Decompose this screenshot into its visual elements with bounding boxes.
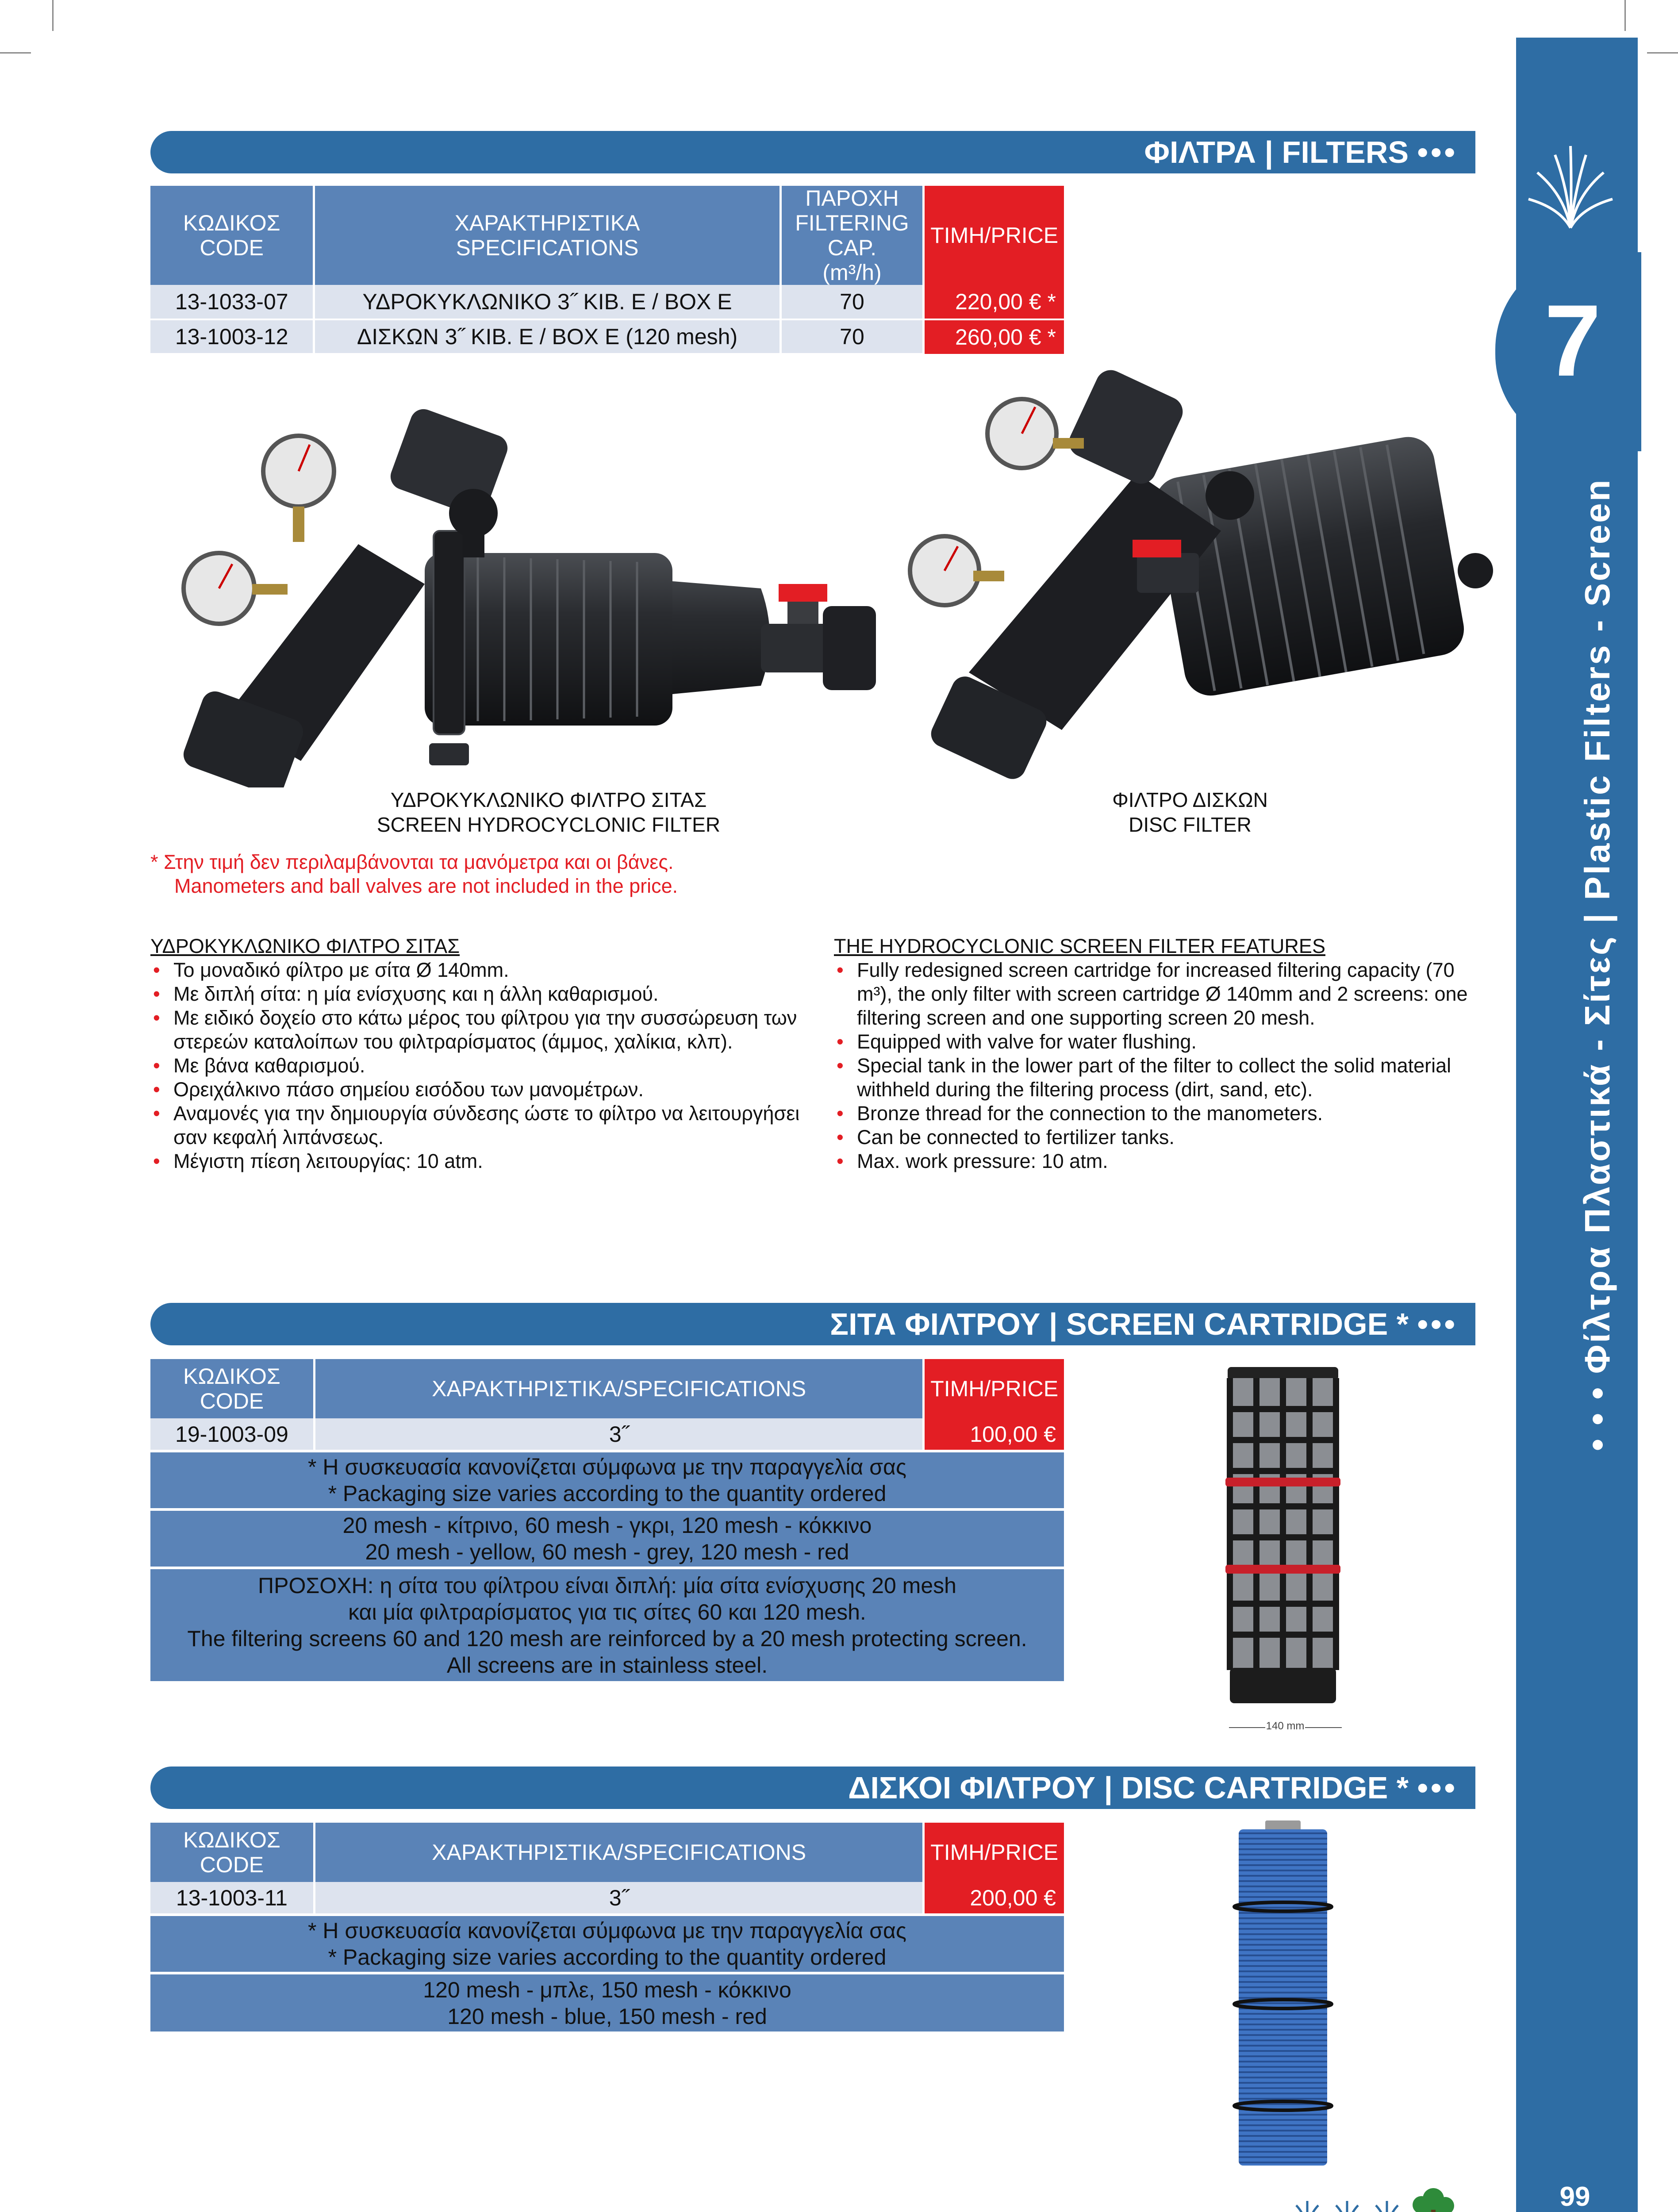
list-item: • Το μοναδικό φίλτρο με σίτα Ø 140mm. — [173, 958, 805, 982]
features-greek — [150, 934, 805, 1173]
screen-cartridge-image — [1208, 1360, 1358, 1714]
header-specs: ΧΑΡΑΚΤΗΡΙΣΤΙΚΑ/SPECIFICATIONS — [314, 1823, 923, 1882]
header-code: ΚΩΔΙΚΟΣ CODE — [150, 186, 314, 285]
filters-table — [150, 186, 1064, 355]
section-title: ΔΙΣΚΟΙ ΦΙΛΤΡΟΥ | DISC CARTRIDGE * — [848, 1770, 1409, 1805]
section-bar-filters — [150, 131, 1475, 173]
features-english — [834, 934, 1480, 1173]
chapter-number: 7 — [1544, 284, 1601, 397]
table-note-row: 20 mesh - κίτρινο, 60 mesh - γκρι, 120 mesh - κόκκινο 20 mesh - yellow, 60 mesh - grey, 120 mesh - red — [150, 1509, 1064, 1568]
crop-mark — [1624, 0, 1626, 31]
water-splash-icon — [1520, 142, 1621, 230]
list-item: • Special tank in the lower part of the filter to collect the solid material withheld during the filtering process (dirt, sand, etc). — [857, 1054, 1480, 1102]
header-price: ΤΙΜΗ/PRICE — [924, 186, 1064, 285]
table-row: 13-1003-11 3˝ 200,00 € — [150, 1882, 1064, 1915]
screen-cartridge-table — [150, 1359, 1064, 1681]
section-bar-screen-cartridge — [150, 1303, 1475, 1345]
dimension-label: 140 mm — [1266, 1720, 1305, 1732]
list-item: • Max. work pressure: 10 atm. — [857, 1149, 1480, 1173]
price-note: * Στην τιμή δεν περιλαμβάνονται τα μανόμετρα και οι βάνες. Manometers and ball valves are not included in the price. — [150, 851, 678, 897]
list-item: • Equipped with valve for water flushing. — [857, 1030, 1480, 1054]
table-row: 13-1033-07 ΥΔΡΟΚΥΚΛΩΝΙΚΟ 3˝ ΚΙΒ. Ε / BOX E 70 220,00 € * — [150, 285, 1064, 319]
header-price: ΤΙΜΗ/PRICE — [924, 1359, 1064, 1418]
header-specs: ΧΑΡΑΚΤΗΡΙΣΤΙΚΑ/SPECIFICATIONS — [314, 1359, 923, 1418]
table-note-row: * Η συσκευασία κανονίζεται σύμφωνα με την παραγγελία σας * Packaging size varies according to the quantity ordered — [150, 1915, 1064, 1973]
list-item: • Με διπλή σίτα: η μία ενίσχυσης και η άλλη καθαρισμού. — [173, 982, 805, 1006]
crop-mark — [1647, 52, 1678, 54]
screen-filter-image — [150, 398, 894, 787]
features-title: THE HYDROCYCLONIC SCREEN FILTER FEATURES — [834, 935, 1325, 957]
table-note-row: 120 mesh - μπλε, 150 mesh - κόκκινο 120 mesh - blue, 150 mesh - red — [150, 1973, 1064, 2032]
list-item: • Fully redesigned screen cartridge for increased filtering capacity (70 m³), the only filter with screen cartridge Ø 140mm and 2 screens: one filtering screen and one supporting screen 20 mesh. — [857, 958, 1480, 1030]
section-title: ΦΙΛΤΡΑ | FILTERS — [1144, 135, 1409, 169]
list-item: • Μέγιστη πίεση λειτουργίας: 10 atm. — [173, 1149, 805, 1173]
section-bar-disc-cartridge — [150, 1767, 1475, 1809]
table-row: 13-1003-12 ΔΙΣΚΩΝ 3˝ ΚΙΒ. Ε / BOX E (120 mesh) 70 260,00 € * — [150, 319, 1064, 354]
tree-logo-icon — [1281, 2185, 1467, 2212]
table-note-row: ΠΡΟΣΟΧΗ: η σίτα του φίλτρου είναι διπλή: μία σίτα ενίσχυσης 20 mesh και μία φιλτραρίσματος για τις σίτες 60 και 120 mesh. The filtering screens 60 and 120 mesh are reinforced by a 20 mesh protecting screen. All screens are in stainless steel. — [150, 1568, 1064, 1681]
disc-cartridge-table — [150, 1823, 1064, 2032]
header-code: ΚΩΔΙΚΟΣ CODE — [150, 1823, 314, 1882]
header-price: ΤΙΜΗ/PRICE — [924, 1823, 1064, 1882]
list-item: • Αναμονές για την δημιουργία σύνδεσης ώστε το φίλτρο να λειτουργήσει σαν κεφαλή λιπάνσεως. — [173, 1102, 805, 1149]
caption-screen-filter: ΥΔΡΟΚΥΚΛΩΝΙΚΟ ΦΙΛΤΡΟ ΣΙΤΑΣ SCREEN HYDROCYCLONIC FILTER — [376, 788, 721, 836]
section-dots: ••• — [1417, 1770, 1458, 1805]
list-item: • Με βάνα καθαρισμού. — [173, 1054, 805, 1078]
table-row: 19-1003-09 3˝ 100,00 € — [150, 1418, 1064, 1451]
header-code: ΚΩΔΙΚΟΣ CODE — [150, 1359, 314, 1418]
section-dots: ••• — [1417, 135, 1458, 169]
list-item: • Bronze thread for the connection to the manometers. — [857, 1102, 1480, 1125]
features-title: ΥΔΡΟΚΥΚΛΩΝΙΚΟ ΦΙΛΤΡΟ ΣΙΤΑΣ — [150, 935, 460, 957]
list-item: • Can be connected to fertilizer tanks. — [857, 1125, 1480, 1149]
section-dots: ••• — [1417, 1307, 1458, 1341]
header-specs: ΧΑΡΑΚΤΗΡΙΣΤΙΚΑ SPECIFICATIONS — [314, 186, 780, 285]
disc-cartridge-image — [1212, 1818, 1354, 2172]
agrodrip-logo — [1281, 2185, 1467, 2212]
chapter-title: • • • Φίλτρα Πλαστικά - Σίτες | Plastic Filters - Screen — [1578, 478, 1617, 1451]
page-number: 99 — [1559, 2181, 1590, 2212]
section-title: ΣΙΤΑ ΦΙΛΤΡΟΥ | SCREEN CARTRIDGE * — [830, 1307, 1409, 1341]
list-item: • Με ειδικό δοχείο στο κάτω μέρος του φίλτρου για την συσσώρευση των στερεών καταλοίπων του φιλτραρίσματος (άμμος, χαλίκια, κλπ). — [173, 1006, 805, 1054]
caption-disc-filter: ΦΙΛΤΡΟ ΔΙΣΚΩΝ DISC FILTER — [1112, 788, 1268, 836]
crop-mark — [52, 0, 54, 31]
list-item: • Ορειχάλκινο πάσο σημείου εισόδου των μανομέτρων. — [173, 1078, 805, 1102]
crop-mark — [0, 52, 31, 54]
table-note-row: * Η συσκευασία κανονίζεται σύμφωνα με την παραγγελία σας * Packaging size varies according to the quantity ordered — [150, 1451, 1064, 1509]
header-flow: ΠΑΡΟΧΗ FILTERING CAP. (m³/h) — [780, 186, 924, 285]
disc-filter-image — [902, 363, 1500, 805]
